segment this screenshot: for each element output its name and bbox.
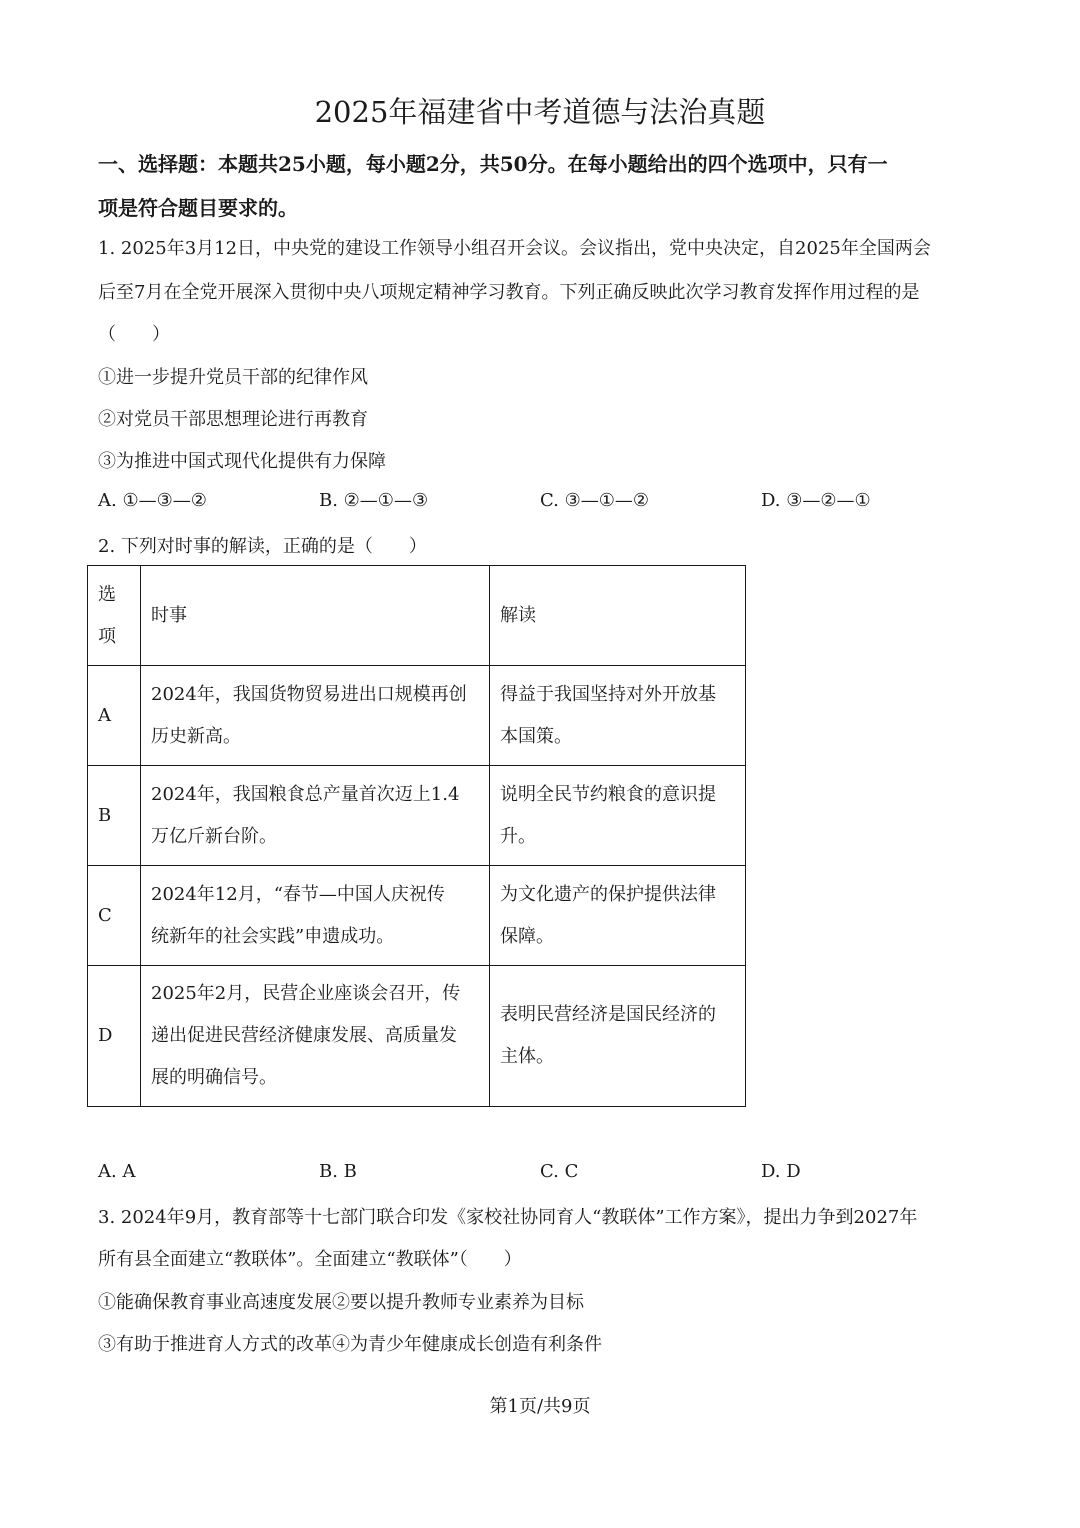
row-event-line: 2024年12月，“春节—中国人庆祝传 — [151, 883, 445, 905]
row-interp — [490, 766, 746, 866]
q1-item: ②对党员干部思想理论进行再教育 — [98, 409, 368, 430]
q1-stem-line1: 1. 2025年3月12日，中央党的建设工作领导小组召开会议。会议指出，党中央决定，自2025年全国两会 — [98, 238, 931, 259]
section-heading-line1: 一、选择题：本题共25小题，每小题2分，共50分。在每小题给出的四个选项中，只有一 — [98, 152, 888, 176]
header-cell-interp: 解读 — [490, 566, 746, 666]
row-option: D — [88, 966, 141, 1107]
row-event-line: 2025年2月，民营企业座谈会召开，传 — [151, 983, 461, 1004]
q2-stem: 2. 下列对时事的解读，正确的是（ ） — [98, 536, 427, 557]
row-interp — [490, 666, 746, 766]
header-cell-event: 时事 — [141, 566, 490, 666]
row-interp-line: 为文化遗产的保护提供法律 — [500, 883, 716, 905]
row-interp-line: 表明民营经济是国民经济的 — [500, 1004, 716, 1025]
table-row — [88, 966, 746, 1107]
q1-option-c: C. ③—①—② — [540, 490, 649, 511]
q1-option-d: D. ③—②—① — [761, 490, 871, 511]
row-interp-line: 得益于我国坚持对外开放基 — [500, 683, 716, 705]
q1-item: ①进一步提升党员干部的纪律作风 — [98, 367, 368, 388]
section-heading-line2: 项是符合题目要求的。 — [98, 196, 298, 220]
page-footer: 第1页/共9页 — [489, 1396, 591, 1417]
row-event-line: 统新年的社会实践”申遗成功。 — [151, 925, 395, 947]
q1-option-b: B. ②—①—③ — [319, 490, 429, 511]
row-event — [141, 766, 490, 866]
table-row — [88, 866, 746, 966]
header-cell-option — [88, 566, 141, 666]
row-interp-line: 主体。 — [500, 1046, 554, 1067]
q3-stem-line1: 3. 2024年9月，教育部等十七部门联合印发《家校社协同育人“教联体”工作方案》，提出力争到2027年 — [98, 1207, 918, 1228]
row-event-line: 2024年，我国粮食总产量首次迈上1.4 — [151, 783, 460, 805]
q3-item: ①能确保教育事业高速度发展②要以提升教师专业素养为目标 — [98, 1292, 584, 1313]
q2-table — [87, 565, 746, 1107]
q1-item: ③为推进中国式现代化提供有力保障 — [98, 451, 386, 472]
q2-option-c: C. C — [540, 1161, 579, 1182]
table-header-row — [88, 566, 746, 666]
row-interp — [490, 866, 746, 966]
q1-stem-line3: （ ） — [98, 324, 170, 345]
q1-stem-line2: 后至7月在全党开展深入贯彻中央八项规定精神学习教育。下列正确反映此次学习教育发挥作用过程的是 — [98, 282, 920, 303]
row-interp — [490, 966, 746, 1107]
q2-option-d: D. D — [761, 1161, 801, 1182]
table-row — [88, 666, 746, 766]
row-interp-line: 保障。 — [500, 925, 554, 947]
header-option-label: 选项 — [98, 583, 116, 647]
row-interp-line: 说明全民节约粮食的意识提 — [500, 783, 716, 805]
row-event-line: 万亿斤新台阶。 — [151, 825, 277, 847]
page-title: 2025年福建省中考道德与法治真题 — [314, 95, 766, 129]
row-interp-line: 本国策。 — [500, 725, 572, 747]
row-event — [141, 866, 490, 966]
row-event-line: 展的明确信号。 — [151, 1067, 277, 1088]
row-interp-line: 升。 — [500, 825, 536, 847]
row-event-line: 历史新高。 — [151, 725, 241, 747]
row-event-line: 2024年，我国货物贸易进出口规模再创 — [151, 683, 467, 705]
row-event — [141, 666, 490, 766]
q3-item: ③有助于推进育人方式的改革④为青少年健康成长创造有利条件 — [98, 1334, 602, 1355]
table-row — [88, 766, 746, 866]
q3-stem-line2: 所有县全面建立“教联体”。全面建立“教联体”（ ） — [98, 1249, 522, 1270]
row-option: C — [88, 866, 141, 966]
row-event-line: 递出促进民营经济健康发展、高质量发 — [151, 1025, 457, 1046]
q2-option-a: A. A — [98, 1161, 136, 1182]
row-option: B — [88, 766, 141, 866]
row-event — [141, 966, 490, 1107]
q1-option-a: A. ①—③—② — [98, 490, 207, 511]
q2-option-b: B. B — [319, 1161, 357, 1182]
row-option: A — [88, 666, 141, 766]
